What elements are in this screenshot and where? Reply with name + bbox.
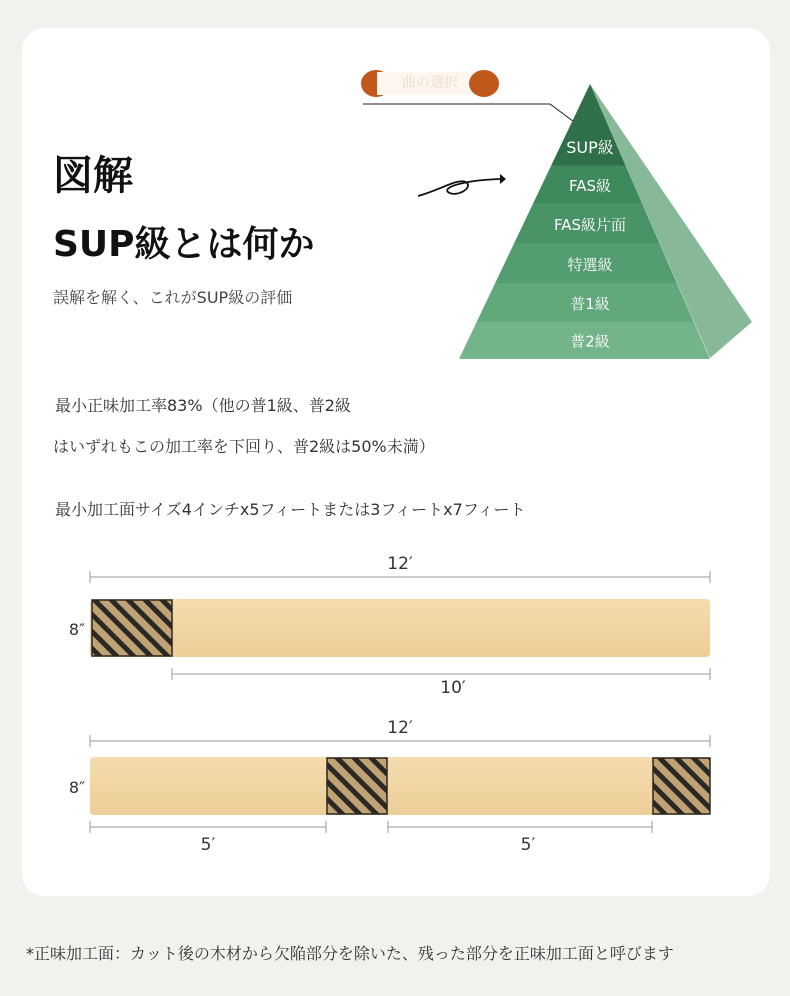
board-1 — [69, 554, 710, 698]
pyramid-level-label-6: 普2級 — [570, 332, 610, 351]
board2-length-label: 12′ — [387, 718, 413, 738]
title-main: 図解 — [53, 153, 133, 199]
board1-width-label: 8″ — [68, 620, 86, 639]
description-line-1: 最小正味加工率83%（他の普1級、普2級 — [55, 396, 351, 415]
board2-defect-middle — [327, 758, 387, 814]
board1-plank — [90, 599, 710, 657]
title-caption: 誤解を解く、これがSUP級の評価 — [53, 288, 293, 307]
description-line-2: はいずれもこの加工率を下回り、普2級は50%未満） — [53, 437, 435, 456]
board2-seg1-label: 5′ — [200, 835, 216, 855]
pyramid-level-label-3: FAS級片面 — [553, 216, 627, 234]
board1-length-label: 12′ — [387, 554, 413, 574]
board2-plank — [90, 757, 710, 815]
pyramid-level-label-5: 普1級 — [570, 295, 610, 313]
board1-clear-label: 10′ — [440, 678, 466, 698]
board2-defect-end — [653, 758, 710, 814]
board2-width-label: 8″ — [68, 778, 86, 797]
board2-seg2-label: 5′ — [520, 835, 536, 855]
pyramid-level-label-4: 特選級 — [567, 256, 613, 274]
pyramid-level-label-2: FAS級 — [568, 177, 612, 195]
tag-text: 曲の選択 — [377, 72, 483, 95]
footnote: *正味加工面：カット後の木材から欠陥部分を除いた、残った部分を正味加工面と呼びます — [26, 944, 674, 963]
board1-defect — [92, 600, 172, 656]
description-line-3: 最小加工面サイズ4インチx5フィートまたは3フィートx7フィート — [55, 500, 526, 519]
pyramid-level-label-1: SUP級 — [566, 138, 614, 157]
board-2 — [69, 718, 710, 855]
title-sub: SUP級とは何か — [53, 224, 315, 265]
